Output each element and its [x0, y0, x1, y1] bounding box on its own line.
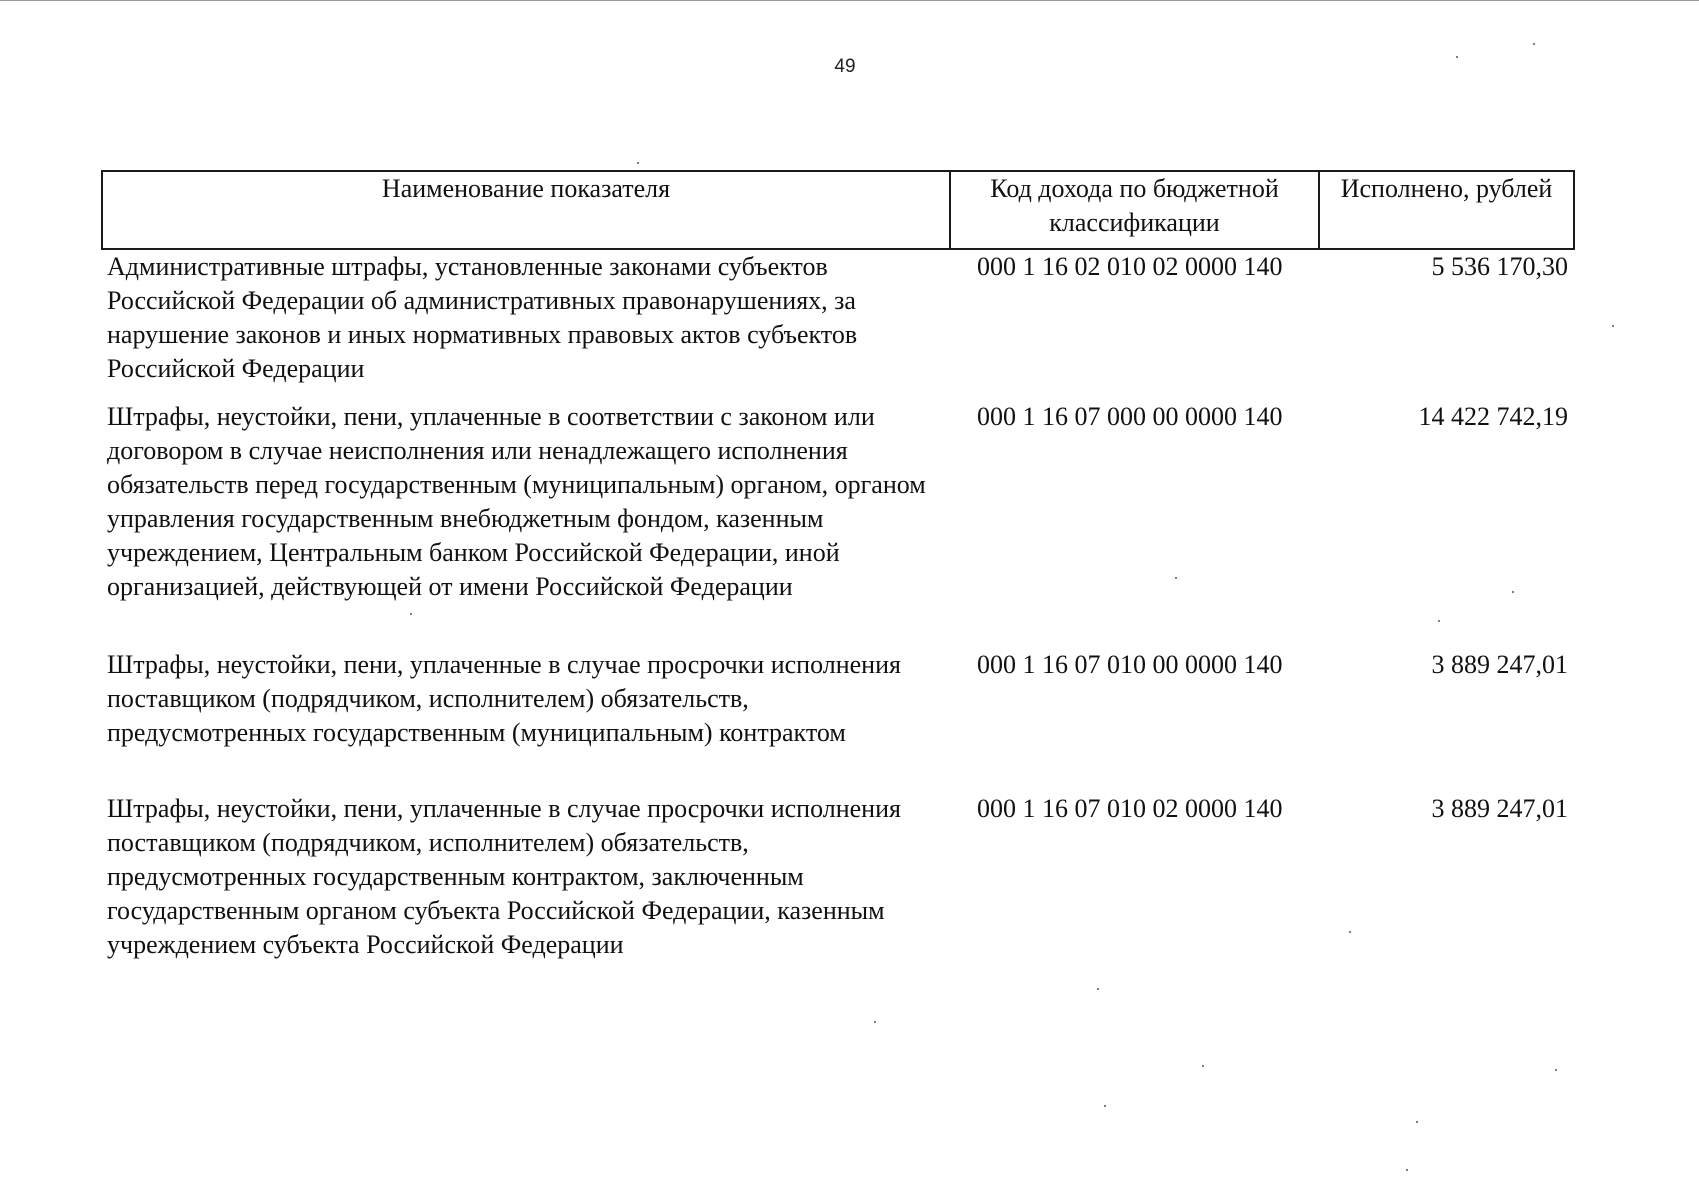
table-row — [102, 249, 1574, 400]
scan-speck — [1349, 931, 1351, 933]
executed-amount: 14 422 742,19 — [1418, 402, 1568, 431]
page-number: 49 — [834, 56, 856, 77]
scan-speck — [1512, 591, 1514, 593]
scan-speck — [1175, 577, 1177, 579]
table-row — [102, 648, 1574, 792]
scan-speck — [1104, 1105, 1106, 1107]
page-top-edge — [0, 0, 1699, 1]
scan-speck — [1612, 325, 1614, 327]
table-header-row — [102, 171, 1574, 249]
scan-speck — [1416, 1121, 1418, 1123]
table-row — [102, 792, 1574, 962]
budget-code: 000 1 16 07 010 00 0000 140 — [977, 650, 1283, 679]
scan-speck — [1438, 620, 1440, 622]
scan-speck — [1406, 1169, 1408, 1171]
indicator-name: Административные штрафы, установленные законами субъектов Российской Федерации об административных правонарушениях, за нарушение законов и иных нормативных правовых актов субъектов Российской Федерации — [107, 252, 858, 383]
scan-speck — [1533, 43, 1535, 45]
scan-speck — [1456, 56, 1458, 58]
budget-code: 000 1 16 02 010 02 0000 140 — [977, 252, 1283, 281]
scan-speck — [874, 1021, 876, 1023]
scan-speck — [1097, 988, 1099, 990]
executed-amount: 3 889 247,01 — [1431, 650, 1568, 679]
indicator-name: Штрафы, неустойки, пени, уплаченные в случае просрочки исполнения поставщиком (подрядчиком, исполнителем) обязательств, предусмотренных государственным контрактом, заключенным государственным органом субъекта Российской Федерации, казенным учреждением субъекта Российской Федерации — [107, 794, 901, 959]
scan-speck — [410, 613, 412, 615]
budget-code: 000 1 16 07 010 02 0000 140 — [977, 794, 1283, 823]
scan-speck — [1555, 1069, 1557, 1071]
header-budget-code: Код дохода по бюджетной классификации — [950, 171, 1319, 249]
table-row — [102, 400, 1574, 648]
indicator-name: Штрафы, неустойки, пени, уплаченные в случае просрочки исполнения поставщиком (подрядчиком, исполнителем) обязательств, предусмотренных государственным (муниципальным) контрактом — [107, 650, 901, 747]
executed-amount: 5 536 170,30 — [1431, 252, 1568, 281]
scan-speck — [637, 162, 639, 164]
header-executed-amount: Исполнено, рублей — [1319, 171, 1574, 249]
header-indicator-name: Наименование показателя — [102, 171, 950, 249]
indicator-name: Штрафы, неустойки, пени, уплаченные в соответствии с законом или договором в случае неисполнения или ненадлежащего исполнения обязательств перед государственным (муниципальным) органом, органом управления государственным внебюджетным фондом, казенным учреждением, Центральным банком Российской Федерации, иной организацией, действующей от имени Российской Федерации — [107, 402, 926, 601]
budget-code: 000 1 16 07 000 00 0000 140 — [977, 402, 1283, 431]
revenue-table — [101, 170, 1575, 962]
executed-amount: 3 889 247,01 — [1431, 794, 1568, 823]
scan-speck — [1202, 1065, 1204, 1067]
